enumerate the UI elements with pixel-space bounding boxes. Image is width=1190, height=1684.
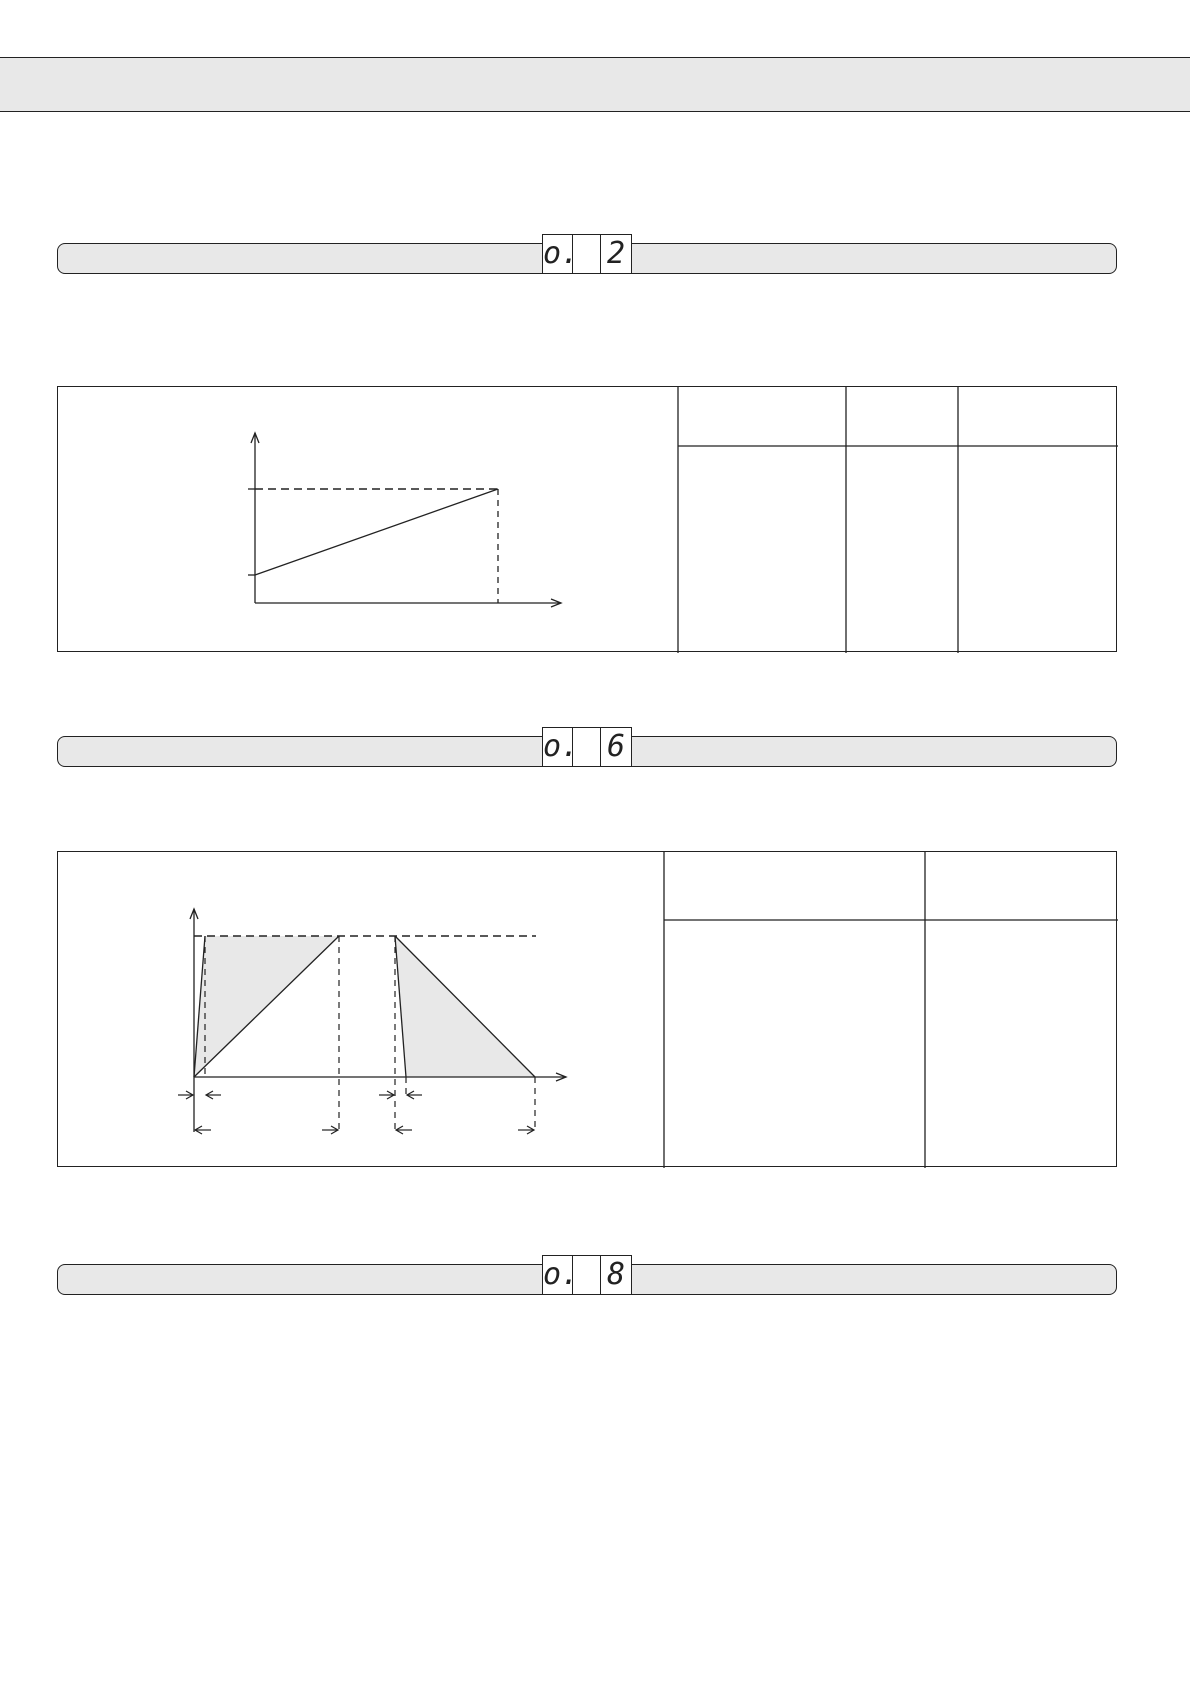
code-digit: 6 <box>606 729 626 764</box>
page-header-band <box>0 57 1190 112</box>
o2-panel <box>57 386 1117 652</box>
param-code-o8 <box>542 1255 632 1295</box>
code-blank <box>573 728 601 766</box>
o2-graphic <box>58 387 1118 653</box>
code-blank <box>573 1256 601 1294</box>
code-blank <box>573 235 601 273</box>
param-code-o2 <box>542 234 632 274</box>
param-code-o6 <box>542 727 632 767</box>
o6-panel <box>57 851 1117 1167</box>
code-digit: 8 <box>606 1257 626 1292</box>
code-digit: 2 <box>606 236 626 271</box>
o2-characteristic-line <box>255 489 498 575</box>
code-prefix: o. <box>543 236 580 271</box>
o6-graphic <box>58 852 1118 1168</box>
code-prefix: o. <box>543 729 580 764</box>
code-prefix: o. <box>543 1257 580 1292</box>
